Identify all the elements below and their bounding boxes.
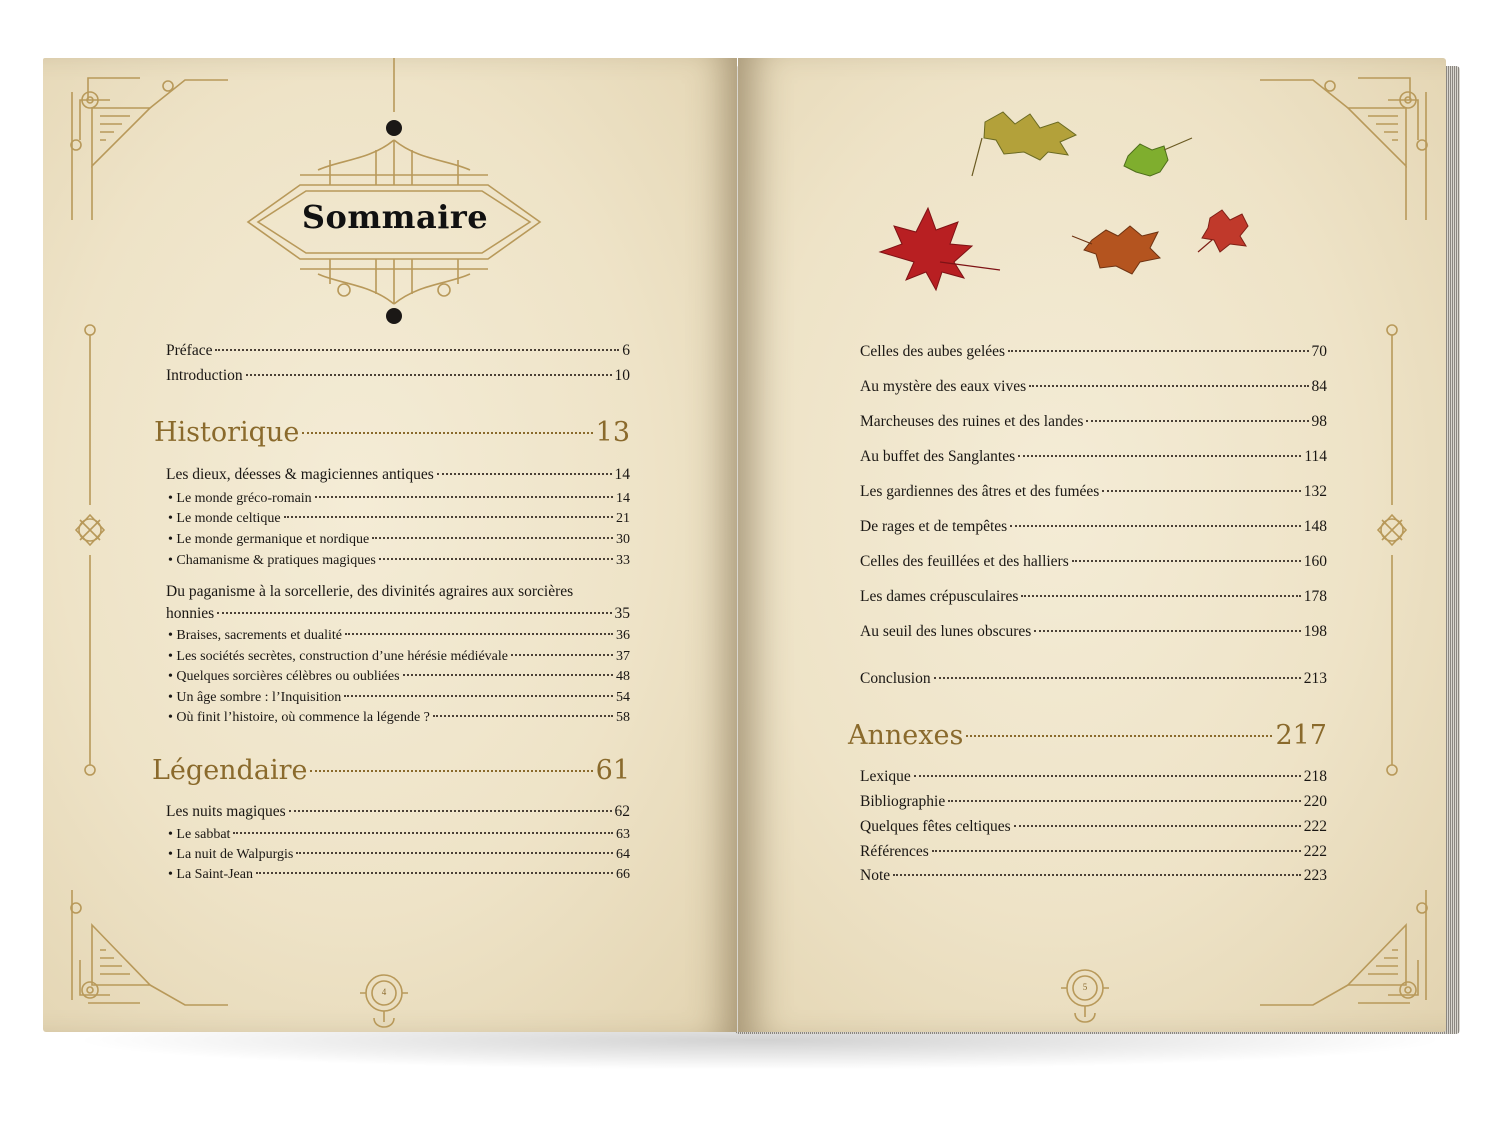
toc-entry-page: 198: [1303, 623, 1327, 640]
toc-entry-label: Références: [860, 843, 929, 860]
toc-section-annexes[interactable]: [848, 720, 1327, 751]
section-page: 13: [595, 417, 630, 448]
toc-entry-page: 213: [1303, 670, 1327, 687]
dot-leader: [1021, 595, 1300, 597]
toc-subentry-page: 36: [616, 628, 630, 643]
dot-leader: [233, 832, 613, 834]
toc-subentry-label: • Quelques sorcières célèbres ou oubliées: [168, 669, 400, 685]
toc-entry-label: Quelques fêtes celtiques: [860, 818, 1011, 835]
toc-subentry-label: • Le sabbat: [168, 827, 230, 843]
toc-entry[interactable]: [166, 367, 630, 385]
toc-subentry-page: 37: [616, 649, 630, 664]
toc-entry-label: Celles des feuillées et des halliers: [860, 553, 1069, 570]
toc-entry-label: Au mystère des eaux vives: [860, 378, 1027, 395]
toc-subentry-page: 63: [616, 827, 630, 842]
toc-subentry-page: 14: [616, 491, 630, 506]
toc-entry-page: 160: [1303, 553, 1327, 570]
dot-leader: [966, 735, 1272, 737]
dot-leader: [1034, 630, 1300, 632]
dot-leader: [1072, 560, 1301, 562]
toc-subentry-label: • La nuit de Walpurgis: [168, 847, 293, 863]
toc-entry-page: 132: [1303, 483, 1327, 500]
toc-subentry[interactable]: [168, 628, 630, 644]
toc-entry[interactable]: [166, 342, 630, 360]
toc-entry[interactable]: [860, 413, 1327, 431]
toc-subentry-label: • La Saint-Jean: [168, 867, 253, 883]
toc-subentry-page: 48: [616, 669, 630, 684]
toc-entry-page: 223: [1303, 867, 1327, 884]
toc-entry-label: honnies: [166, 605, 215, 622]
dot-leader: [289, 810, 612, 812]
section-label: Annexes: [848, 720, 964, 751]
toc-subentry-label: • Le monde celtique: [168, 511, 281, 527]
dot-leader: [379, 558, 613, 560]
toc-subentry-label: • Le monde germanique et nordique: [168, 532, 369, 548]
toc-subentry[interactable]: [168, 649, 630, 665]
toc-entry[interactable]: [860, 483, 1327, 501]
toc-entry-label: Préface: [166, 342, 213, 359]
toc-section-historique[interactable]: [154, 417, 630, 448]
dot-leader: [217, 612, 611, 614]
toc-entry[interactable]: [860, 448, 1327, 466]
section-label: Légendaire: [152, 755, 308, 786]
toc-entry[interactable]: [860, 343, 1327, 361]
dot-leader: [1008, 350, 1308, 352]
toc-entry-label: Les gardiennes des âtres et des fumées: [860, 483, 1100, 500]
page-title: Sommaire: [301, 198, 489, 236]
toc-subentry[interactable]: [168, 690, 630, 706]
toc-entry[interactable]: [166, 466, 630, 484]
toc-entry[interactable]: [860, 768, 1327, 786]
toc-entry-label: Bibliographie: [860, 793, 946, 810]
toc-subentry-label: • Un âge sombre : l’Inquisition: [168, 690, 341, 706]
toc-subentry[interactable]: [168, 827, 630, 843]
toc-entry[interactable]: [860, 518, 1327, 536]
toc-subentry-page: 21: [616, 511, 630, 526]
dot-leader: [1014, 825, 1301, 827]
dot-leader: [433, 715, 613, 717]
toc-entry-page: 220: [1303, 793, 1327, 810]
toc-entry-page: 148: [1303, 518, 1327, 535]
toc-entry-label: Introduction: [166, 367, 243, 384]
toc-subentry[interactable]: [168, 511, 630, 527]
toc-subentry-page: 64: [616, 847, 630, 862]
dot-leader: [246, 374, 612, 376]
toc-entry-label: Marcheuses des ruines et des landes: [860, 413, 1084, 430]
folio-right: 5: [1082, 982, 1088, 992]
dot-leader: [934, 677, 1301, 679]
toc-entry[interactable]: [860, 793, 1327, 811]
toc-subentry-label: • Le monde gréco-romain: [168, 491, 312, 507]
dot-leader: [948, 800, 1301, 802]
dot-leader: [932, 850, 1301, 852]
dot-leader: [1029, 385, 1308, 387]
toc-entry-conclusion[interactable]: [860, 670, 1327, 688]
toc-subentry[interactable]: [168, 847, 630, 863]
toc-entry-page: 218: [1303, 768, 1327, 785]
folio-left: 4: [381, 987, 387, 997]
toc-subentry[interactable]: [168, 491, 630, 507]
toc-subentry[interactable]: [168, 710, 630, 726]
toc-entry-page: 222: [1303, 818, 1327, 835]
dot-leader: [284, 516, 613, 518]
dot-leader: [256, 872, 613, 874]
toc-entry-page: 35: [614, 605, 630, 622]
dot-leader: [345, 633, 613, 635]
toc-subentry-label: • Braises, sacrements et dualité: [168, 628, 342, 644]
toc-subentry-page: 58: [616, 710, 630, 725]
toc-entry[interactable]: [860, 867, 1327, 885]
dot-leader: [296, 852, 613, 854]
dot-leader: [914, 775, 1301, 777]
toc-entry-label: Celles des aubes gelées: [860, 343, 1006, 360]
toc-entry-label: Les dieux, déesses & magiciennes antiques: [166, 466, 434, 483]
dot-leader: [437, 473, 612, 475]
toc-entry[interactable]: [860, 553, 1327, 571]
toc-subentry[interactable]: [168, 553, 630, 569]
toc-subentry-page: 33: [616, 553, 630, 568]
toc-entry-page: 98: [1311, 413, 1327, 430]
toc-entry[interactable]: [860, 843, 1327, 861]
toc-entry-page: 62: [614, 803, 630, 820]
toc-subentry-page: 66: [616, 867, 630, 882]
toc-entry-label: Lexique: [860, 768, 911, 785]
toc-entry[interactable]: [166, 803, 630, 821]
toc-entry-page: 6: [622, 342, 630, 359]
dot-leader: [310, 770, 592, 772]
toc-entry-label-line1[interactable]: Du paganisme à la sorcellerie, des divinités agraires aux sorcières: [166, 583, 574, 600]
dot-leader: [1102, 490, 1300, 492]
toc-entry-label: Les nuits magiques: [166, 803, 286, 820]
dot-leader: [302, 432, 592, 434]
toc-subentry[interactable]: [168, 532, 630, 548]
toc-entry-page: 114: [1304, 448, 1327, 465]
section-page: 61: [595, 755, 630, 786]
toc-entry-page: 14: [614, 466, 630, 483]
dot-leader: [344, 695, 613, 697]
toc-entry-page: 70: [1311, 343, 1327, 360]
toc-entry-page: 10: [614, 367, 630, 384]
toc-entry[interactable]: [860, 378, 1327, 396]
toc-entry[interactable]: [860, 818, 1327, 836]
toc-subentry-label: • Chamanisme & pratiques magiques: [168, 553, 376, 569]
toc-subentry-page: 30: [616, 532, 630, 547]
toc-entry[interactable]: [166, 605, 630, 623]
toc-subentry[interactable]: [168, 867, 630, 883]
dot-leader: [372, 537, 613, 539]
toc-entry[interactable]: [860, 623, 1327, 641]
toc-subentry-label: • Les sociétés secrètes, construction d’une hérésie médiévale: [168, 649, 508, 665]
dot-leader: [893, 874, 1301, 876]
dot-leader: [511, 654, 613, 656]
toc-subentry-page: 54: [616, 690, 630, 705]
toc-entry[interactable]: [860, 588, 1327, 606]
toc-entry-page: 222: [1303, 843, 1327, 860]
toc-section-legendaire[interactable]: [152, 755, 630, 786]
toc-subentry[interactable]: [168, 669, 630, 685]
dot-leader: [315, 496, 613, 498]
section-label: Historique: [154, 417, 300, 448]
dot-leader: [403, 674, 613, 676]
section-page: 217: [1275, 720, 1327, 751]
toc-entry-label: De rages et de tempêtes: [860, 518, 1008, 535]
toc-entry-label: Au buffet des Sanglantes: [860, 448, 1016, 465]
toc-entry-page: 178: [1303, 588, 1327, 605]
toc-subentry-label: • Où finit l’histoire, où commence la légende ?: [168, 710, 430, 726]
right-page: [738, 58, 1446, 1032]
toc-entry-label: Note: [860, 867, 891, 884]
dot-leader: [215, 349, 619, 351]
toc-entry-label: Au seuil des lunes obscures: [860, 623, 1032, 640]
toc-entry-label: Les dames crépusculaires: [860, 588, 1019, 605]
dot-leader: [1018, 455, 1301, 457]
dot-leader: [1086, 420, 1308, 422]
toc-entry-label: Conclusion: [860, 670, 931, 687]
dot-leader: [1010, 525, 1301, 527]
toc-entry-page: 84: [1311, 378, 1327, 395]
